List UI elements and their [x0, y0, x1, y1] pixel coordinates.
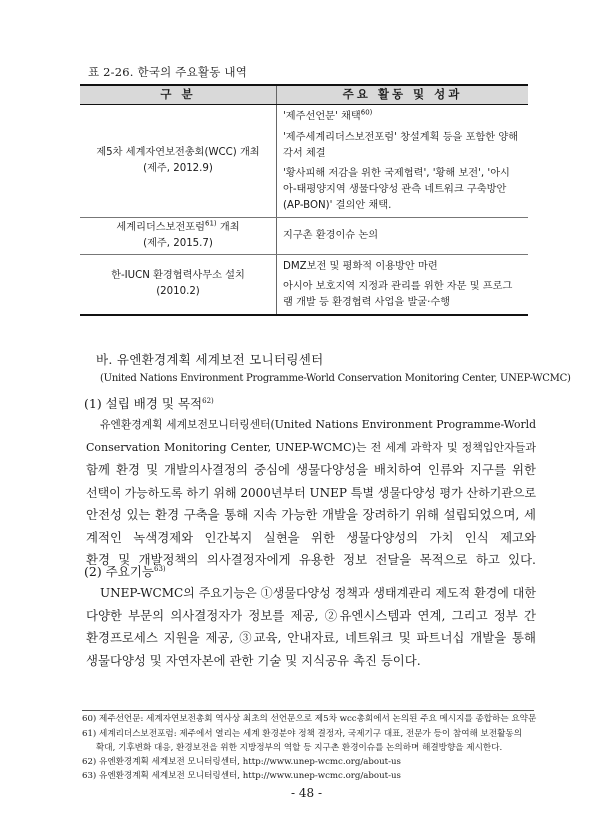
table-row-activities — [277, 217, 529, 254]
table-row — [80, 254, 528, 315]
subsection-heading-functions — [84, 562, 166, 580]
footnote-ref: 61) — [205, 219, 217, 228]
footnote: 60) 제주선언문: 세계자연보전총회 역사상 최초의 선언문으로 제5차 wcc총회에서 논의된 주요 메시지를 종합하는 요약문 — [82, 714, 537, 724]
heading-text: (2) 주요기능 — [84, 564, 154, 579]
row-label-line: 한-IUCN 환경협력사무소 설치 — [111, 270, 245, 282]
text-line: 환경프로세스 지원을 제공, ③교육, 안내자료, 네트워크 및 파트너십 개발을 통해 — [86, 630, 536, 645]
activities-table — [80, 84, 528, 316]
table-header-row — [80, 85, 528, 105]
row-label-line: (제주, 2015.7) — [143, 237, 213, 249]
paragraph-functions — [86, 582, 536, 672]
text-line: 함께 환경 및 개발의사결정의 중심에 생물다양성을 배치하여 인류와 지구를 위한 — [86, 462, 536, 477]
footnote: 63) 유엔환경계획 세계보전 모니터링센터, http://www.unep-wcmc.org/about-us — [82, 771, 401, 781]
footnote-continuation: 확대, 기후변화 대응, 환경보전을 위한 지방정부의 역할 등 지구촌 환경이슈를 논의하며 해결방향을 제시한다. — [96, 743, 503, 753]
text-line: 안전성 있는 환경 구축을 통해 지속 가능한 개발을 장려하기 위해 설립되었으며, 세 — [86, 507, 536, 522]
row-label-line: (2010.2) — [156, 286, 200, 298]
row-label-line — [86, 220, 270, 236]
footnote-ref: 62) — [202, 396, 214, 405]
table-row-activities — [277, 105, 529, 218]
table-row-label — [80, 105, 277, 218]
paragraph-background — [86, 414, 536, 572]
footnote-ref: 60) — [360, 108, 373, 117]
table-caption: 표 2-26. 한국의 주요활동 내역 — [88, 65, 248, 79]
activity-item: 지구촌 환경이슈 논의 — [283, 230, 379, 242]
footnote: 61) 세계리더스보전포럼: 제주에서 열리는 세계 환경분야 정책 결정자, 국제기구 대표, 전문가 등이 참여해 보전활동의 — [82, 729, 523, 739]
table-row — [80, 217, 528, 254]
footnote-divider — [82, 710, 534, 711]
table-header-category: 구 분 — [80, 85, 277, 105]
section-title: 바. 유엔환경계획 세계보전 모니터링센터 — [96, 352, 324, 367]
page-number: - 48 - — [290, 786, 322, 800]
table-row — [80, 105, 528, 218]
text-line: 선택이 가능하도록 하기 위해 2000년부터 UNEP 특별 생물다양성 평가 산하기관으로 — [86, 485, 537, 500]
heading-text: (1) 설립 배경 및 목적 — [84, 396, 203, 411]
activity-item: DMZ보전 및 평화적 이용방안 마련 — [283, 260, 438, 272]
activity-item: '제주세계리더스보전포럼' 창설계획 등을 포함한 양해각서 체결 — [283, 131, 519, 159]
section-subtitle: (United Nations Environment Programme-World Conservation Monitoring Center, UNEP-WCMC) — [100, 373, 571, 384]
subsection-heading-background — [84, 394, 214, 412]
activity-text: '제주선언문' 채택 — [283, 111, 361, 122]
text-line: Conservation Monitoring Center, UNEP-WCMC)는 전 세계 과학자 및 정책입안자들과 — [86, 440, 536, 454]
row-label-line: 제5차 세계자연보전총회(WCC) 개최 — [96, 147, 260, 159]
table-row-label — [80, 217, 277, 254]
footnote-ref: 63) — [153, 564, 166, 573]
text-line: 다양한 부문의 의사결정자가 정보를 제공, ②유엔시스템과 연계, 그리고 정부 간 — [86, 607, 536, 623]
text-line: UNEP-WCMC의 주요기능은 ①생물다양성 정책과 생태계관리 제도적 환경에 대한 — [100, 586, 536, 600]
table-row-activities — [277, 254, 529, 315]
footnote: 62) 유엔환경계획 세계보전 모니터링센터, http://www.unep-wcmc.org/about-us — [82, 757, 401, 767]
text-line: 환경 및 개발정책의 의사결정자에게 유용한 정보 전달을 목적으로 하고 있다. — [86, 552, 536, 567]
activity-item: 아시아 보호지역 지정과 관리를 위한 자문 및 프로그램 개발 등 환경협력 사업을 발굴·수행 — [283, 281, 513, 309]
text-line: 계적인 녹색경제와 인간복지 실현을 위한 생물다양성의 가치 인식 제고와 — [86, 529, 536, 545]
activity-item — [283, 109, 522, 125]
row-label-text: 세계리더스보전포럼 — [116, 221, 205, 233]
text-line: 생물다양성 및 자연자본에 관한 기술 및 지식공유 촉진 등이다. — [86, 652, 421, 668]
table-header-activities: 주요 활동 및 성과 — [277, 85, 529, 105]
text-line: 유엔환경계획 세계보전모니터링센터(United Nations Environment Programme-World — [100, 418, 536, 431]
table-row-label — [80, 254, 277, 315]
row-label-line: (제주, 2012.9) — [143, 162, 213, 174]
row-label-text: 개최 — [216, 221, 240, 233]
activity-item: '황사피해 저감을 위한 국제협력', '황해 보전', '아시아-태평양지역 생물다양성 관측 네트워크 구축방안(AP-BON)' 결의안 채택. — [283, 168, 510, 212]
